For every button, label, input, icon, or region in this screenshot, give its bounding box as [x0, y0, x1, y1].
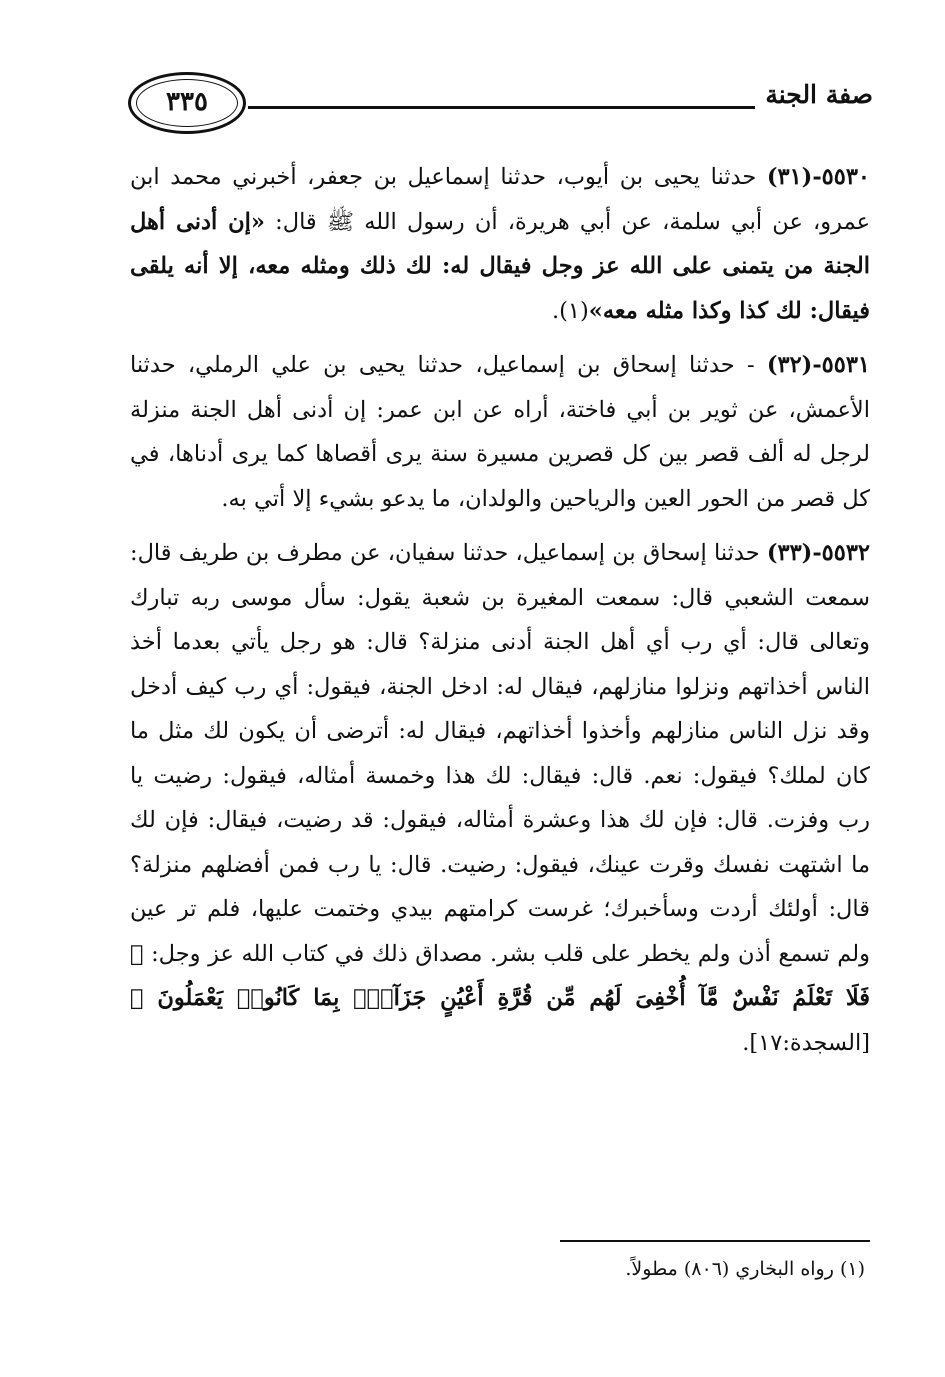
- prophetic-quote: «إن أدنى أهل الجنة من يتمنى على الله عز وجل فيقال له: لك ذلك ومثله معه، إلا أنه يلقى فيقال: لك كذا وكذا مثله معه»: [130, 208, 870, 324]
- hadith-5530: [130, 155, 870, 333]
- footnote-marker: (١).: [551, 297, 589, 324]
- hadith-text: حدثنا يحيى بن أيوب، حدثنا إسماعيل بن جعفر، أخبرني محمد ابن عمرو، عن أبي سلمة، عن أبي هريرة، أن رسول الله ﷺ قال:: [130, 164, 871, 235]
- hadith-number: ٥٥٣٢-(٣٣): [766, 540, 870, 566]
- page-number-frame: [128, 72, 246, 134]
- header-rule: [248, 106, 755, 109]
- footnote: (١) رواه البخاري (٨٠٦) مطولاً.: [625, 1258, 865, 1280]
- hadith-5532: [130, 531, 870, 1065]
- hadith-number: ٥٥٣٠-(٣١): [766, 164, 870, 190]
- hadith-5531: [130, 343, 870, 521]
- verse-citation: [السجدة:١٧].: [742, 1029, 870, 1056]
- main-text: [130, 155, 870, 1075]
- page-header: [118, 70, 873, 150]
- quran-verse: ﴿ فَلَا تَعْلَمُ نَفْسٌ مَّآ أُخْفِىَ لَهُم مِّن قُرَّةِ أَعْيُنٍ جَزَآءًۢ بِمَا كَانُوا۟ يَعْمَلُونَ ﴾: [130, 940, 870, 1011]
- hadith-number: ٥٥٣١-(٣٢): [766, 352, 870, 378]
- running-title: صفة الجنة: [765, 80, 873, 109]
- hadith-text: - حدثنا إسحاق بن إسماعيل، حدثنا يحيى بن علي الرملي، حدثنا الأعمش، عن ثوير بن أبي فاختة، أراه عن ابن عمر: إن أدنى أهل الجنة منزلة لرجل له ألف قصر بين كل قصرين مسيرة سنة يرى أقصاها كما يرى أدناها، في كل قصر من الحور العين والرياحين والولدان، ما يدعو بشيء إلا أتي به.: [130, 352, 870, 512]
- hadith-text: حدثنا إسحاق بن إسماعيل، حدثنا سفيان، عن مطرف بن طريف قال: سمعت الشعبي قال: سمعت المغيرة بن شعبة يقول: سأل موسى ربه تبارك وتعالى قال: أي رب أي أهل الجنة أدنى منزلة؟ قال: هو رجل يأتي بعدما أخذ الناس أخذاتهم ونزلوا منازلهم، فيقال له: ادخل الجنة، فيقول: أي رب كيف أدخل وقد نزل الناس منازلهم وأخذوا أخذاتهم، فيقال له: أترضى أن يكون لك مثل ما كان لملك؟ فيقول: نعم. قال: فيقال: لك هذا وخمسة أمثاله، فيقول: رضيت يا رب وفزت. قال: فإن لك هذا وعشرة أمثاله، فيقول: قد رضيت، فيقال: فإن لك ما اشتهت نفسك وقرت عينك، فيقول: رضيت. قال: يا رب فمن أفضلهم منزلة؟ قال: أولئك أردت وسأخبرك؛ غرست كرامتهم بيدي وختمت عليها، فلم تر عين ولم تسمع أذن ولم يخطر على قلب بشر. مصداق ذلك في كتاب الله عز وجل:: [130, 540, 870, 967]
- page-number: ٣٣٥: [166, 87, 208, 117]
- footnote-rule: [560, 1240, 870, 1242]
